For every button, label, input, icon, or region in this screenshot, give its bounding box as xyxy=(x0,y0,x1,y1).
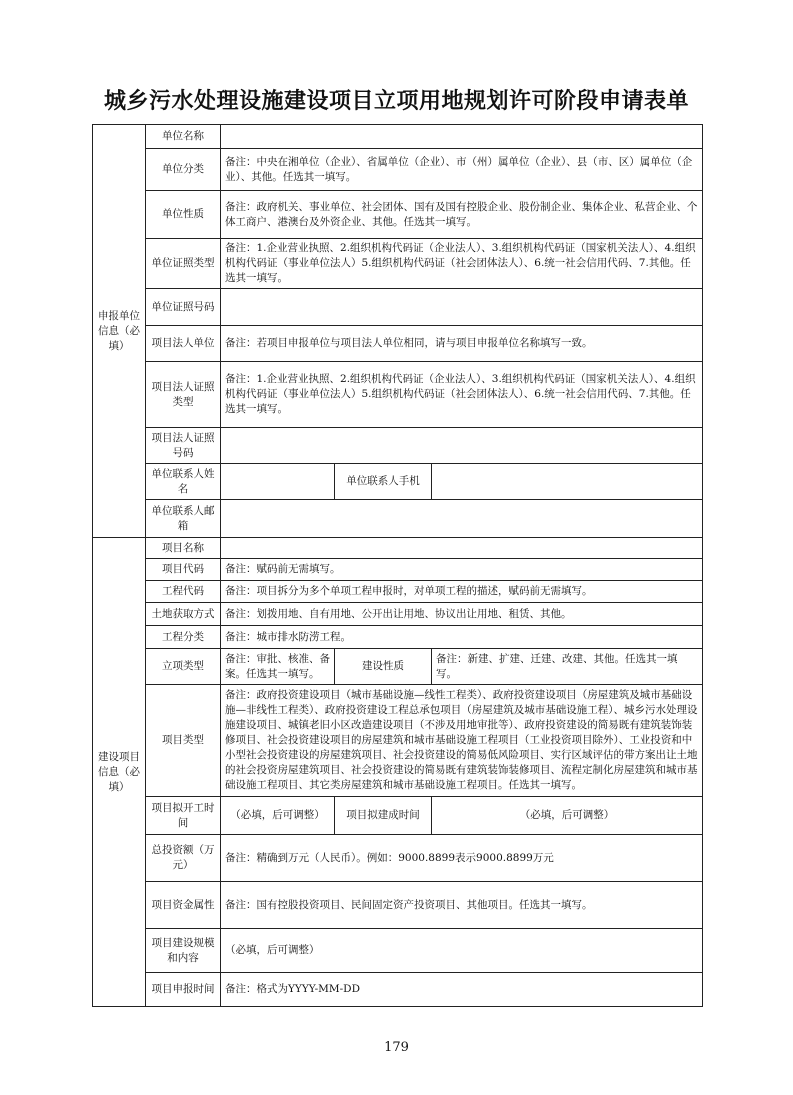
unit-license-number-field[interactable] xyxy=(221,289,703,326)
project-legal-unit-label: 项目法人单位 xyxy=(146,326,221,362)
approval-type-field[interactable]: 备注：审批、核准、备案。任选其一填写。 xyxy=(221,649,335,685)
land-acquisition-field[interactable]: 备注：划拨用地、自有用地、公开出让用地、协议出让用地、租赁、其他。 xyxy=(221,603,703,626)
page-title: 城乡污水处理设施建设项目立项用地规划许可阶段申请表单 xyxy=(103,89,689,114)
unit-license-number-label: 单位证照号码 xyxy=(146,289,221,326)
project-type-label: 项目类型 xyxy=(146,685,221,797)
project-legal-unit-field[interactable]: 备注：若项目申报单位与项目法人单位相同，请与项目申报单位名称填写一致。 xyxy=(221,326,703,362)
fund-attribute-field[interactable]: 备注：国有控股投资项目、民间固定资产投资项目、其他项目。任选其一填写。 xyxy=(221,882,703,929)
total-investment-field[interactable]: 备注：精确到万元（人民币）。例如：9000.8899表示9000.8899万元 xyxy=(221,835,703,882)
contact-name-field[interactable] xyxy=(221,464,335,500)
contact-phone-field[interactable] xyxy=(432,464,703,500)
project-type-field[interactable]: 备注：政府投资建设项目（城市基础设施—线性工程类）、政府投资建设项目（房屋建筑及城市基础设施—非线性工程类）、政府投资建设工程总承包项目（房屋建筑及城市基础设施工程）、城乡污水处理设施建设项目、城镇老旧小区改造建设项目（不涉及用地审批等）、政府投资建设的简易既有建筑装饰装修项目、社会投资建设项目的房屋建筑和城市基础设施工程项目（工业投资项目除外）、工业投资和中小型社会投资建设的房屋建筑项目、社会投资建设的简易低风险项目、实行区域评估的带方案出让土地的社会投资房屋建筑项目、社会投资建设的简易既有建筑装饰装修项目、流程定制化房屋建筑和城市基础设施工程项目、其它类房屋建筑和城市基础设施工程项目。任选其一填写。 xyxy=(221,685,703,797)
planned-completion-field[interactable]: （必填，后可调整） xyxy=(432,797,703,835)
engineering-code-field[interactable]: 备注：项目拆分为多个单项工程申报时，对单项工程的描述，赋码前无需填写。 xyxy=(221,581,703,603)
contact-phone-label: 单位联系人手机 xyxy=(335,464,432,500)
page-number: 179 xyxy=(384,1040,409,1055)
total-investment-label: 总投资额（万元） xyxy=(146,835,221,882)
project-name-field[interactable] xyxy=(221,538,703,559)
engineering-category-field[interactable]: 备注：城市排水防涝工程。 xyxy=(221,626,703,649)
approval-type-label: 立项类型 xyxy=(146,649,221,685)
engineering-category-label: 工程分类 xyxy=(146,626,221,649)
unit-nature-label: 单位性质 xyxy=(146,191,221,239)
unit-name-field[interactable] xyxy=(221,125,703,149)
construction-scale-field[interactable]: （必填，后可调整） xyxy=(221,929,703,973)
planned-start-label: 项目拟开工时间 xyxy=(146,797,221,835)
unit-category-label: 单位分类 xyxy=(146,149,221,191)
project-code-field[interactable]: 备注：赋码前无需填写。 xyxy=(221,559,703,581)
land-acquisition-label: 土地获取方式 xyxy=(146,603,221,626)
unit-category-field[interactable]: 备注：中央在湘单位（企业）、省属单位（企业）、市（州）属单位（企业）、县（市、区）属单位（企业）、其他。任选其一填写。 xyxy=(221,149,703,191)
planned-start-field[interactable]: （必填，后可调整） xyxy=(221,797,335,835)
section-project-info-label: 建设项目信息（必填） xyxy=(93,538,146,1007)
unit-nature-field[interactable]: 备注：政府机关、事业单位、社会团体、国有及国有控股企业、股份制企业、集体企业、私营企业、个体工商户、港澳台及外资企业、其他。任选其一填写。 xyxy=(221,191,703,239)
planned-completion-label: 项目拟建成时间 xyxy=(335,797,432,835)
fund-attribute-label: 项目资金属性 xyxy=(146,882,221,929)
application-form-table xyxy=(92,124,703,1007)
unit-license-type-field[interactable]: 备注：1.企业营业执照、2.组织机构代码证（企业法人）、3.组织机构代码证（国家机关法人）、4.组织机构代码证（事业单位法人）5.组织机构代码证（社会团体法人）、6.统一社会信用代码、7.其他。任选其一填写。 xyxy=(221,239,703,289)
contact-email-field[interactable] xyxy=(221,500,703,538)
unit-name-label: 单位名称 xyxy=(146,125,221,149)
declaration-date-label: 项目申报时间 xyxy=(146,973,221,1007)
section-applicant-info-label: 申报单位信息（必填） xyxy=(93,125,146,538)
project-legal-license-type-label: 项目法人证照类型 xyxy=(146,362,221,428)
project-legal-license-number-field[interactable] xyxy=(221,428,703,464)
construction-nature-label: 建设性质 xyxy=(335,649,432,685)
construction-nature-field[interactable]: 备注：新建、扩建、迁建、改建、其他。任选其一填写。 xyxy=(432,649,703,685)
contact-email-label: 单位联系人邮箱 xyxy=(146,500,221,538)
declaration-date-field[interactable]: 备注：格式为YYYY-MM-DD xyxy=(221,973,703,1007)
project-code-label: 项目代码 xyxy=(146,559,221,581)
contact-name-label: 单位联系人姓名 xyxy=(146,464,221,500)
unit-license-type-label: 单位证照类型 xyxy=(146,239,221,289)
project-name-label: 项目名称 xyxy=(146,538,221,559)
project-legal-license-type-field[interactable]: 备注：1.企业营业执照、2.组织机构代码证（企业法人）、3.组织机构代码证（国家机关法人）、4.组织机构代码证（事业单位法人）5.组织机构代码证（社会团体法人）、6.统一社会信用代码、7.其他。任选其一填写。 xyxy=(221,362,703,428)
project-legal-license-number-label: 项目法人证照号码 xyxy=(146,428,221,464)
construction-scale-label: 项目建设规模和内容 xyxy=(146,929,221,973)
engineering-code-label: 工程代码 xyxy=(146,581,221,603)
